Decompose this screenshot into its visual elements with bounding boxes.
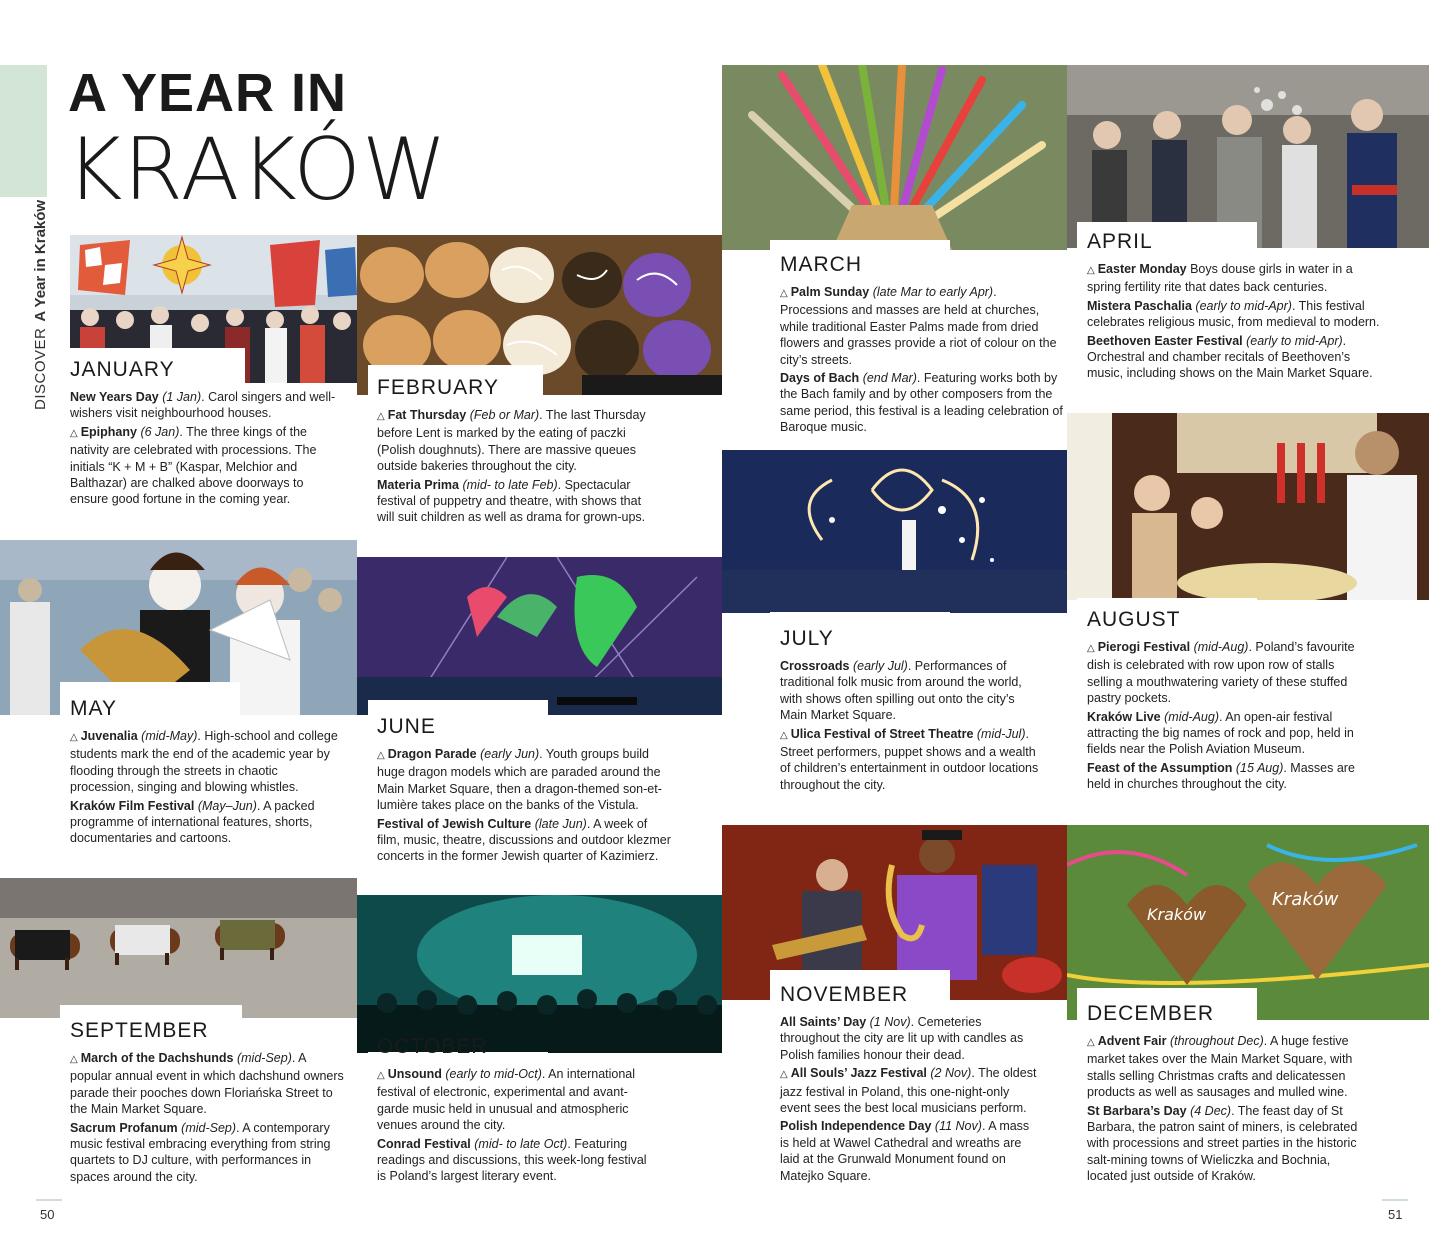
month-april-title: APRIL <box>1087 230 1153 253</box>
event: Kraków Film Festival (May–Jun). A packed programme of international features, shorts, documentaries and cartoons. <box>70 798 315 846</box>
month-october-title: OCTOBER <box>377 1035 488 1058</box>
event: Kraków Live (mid-Aug). An open-air festival attracting the big names of rock and pop, held in fields near the Polish Aviation Museum. <box>1087 709 1354 757</box>
month-may-title: MAY <box>70 697 117 720</box>
event: Festival of Jewish Culture (late Jun). A week of film, music, theatre, discussions and outdoor klezmer concerts in the former Jewish quarter of Kazimierz. <box>377 816 671 864</box>
month-september-text <box>70 1050 345 1187</box>
month-february-text <box>377 407 652 528</box>
month-january-title: JANUARY <box>70 358 175 381</box>
month-july-title: JULY <box>780 627 834 650</box>
month-december-text <box>1087 1033 1362 1187</box>
photo-october <box>357 895 722 1053</box>
photo-july <box>722 450 1067 613</box>
event: △ Epiphany (6 Jan). The three kings of the nativity are celebrated with processions. The initials “K + M + B” (Kaspar, Melchior and Balthazar) are chalked above doorways to ensure good fortune in the coming year. <box>70 424 317 507</box>
month-december-title: DECEMBER <box>1087 1002 1215 1025</box>
page-number-left: 50 <box>40 1207 55 1222</box>
page-title-line1: A YEAR IN <box>68 63 348 123</box>
event: St Barbara’s Day (4 Dec). The feast day of St Barbara, the patron saint of miners, is celebrated with processions and street parties in the historic salt-mining towns of Wieliczka and Bochnia, located just outside of Kraków. <box>1087 1103 1358 1184</box>
page-number-rule-right <box>1382 1199 1408 1201</box>
event: △ Ulica Festival of Street Theatre (mid-Jul). Street performers, puppet shows and a wealth of children’s entertainment in outdoor locations throughout the city. <box>780 726 1039 792</box>
event: Feast of the Assumption (15 Aug). Masses are held in churches throughout the city. <box>1087 760 1355 792</box>
month-february-title: FEBRUARY <box>377 376 499 399</box>
photo-april <box>1067 65 1429 248</box>
month-november-title: NOVEMBER <box>780 983 909 1006</box>
month-march-text <box>780 284 1065 438</box>
month-june-text <box>377 746 672 867</box>
month-november-text <box>780 1014 1040 1186</box>
cookie-lettering-1: Kraków <box>1147 905 1207 924</box>
event: △ Advent Fair (throughout Dec). A huge festive market takes over the Main Market Square, with stalls selling Christmas crafts and delicatessen products as well as sausages and mulled wine. <box>1087 1034 1353 1100</box>
month-september-title: SEPTEMBER <box>70 1019 209 1042</box>
page-title-line2: KRAKÓW <box>66 120 448 220</box>
event: Beethoven Easter Festival (early to mid-Apr). Orchestral and chamber recitals of Beethoven’s music, including shows on the Main Market Square. <box>1087 333 1373 381</box>
month-june-title: JUNE <box>377 715 436 738</box>
month-august-text <box>1087 639 1372 795</box>
event: △ Unsound (early to mid-Oct). An international festival of electronic, experimental and avant-garde music held in unusual and atmospheric venues around the city. <box>377 1067 636 1133</box>
month-april-text <box>1087 261 1382 384</box>
section-label: DISCOVER <box>32 327 49 410</box>
event: Sacrum Profanum (mid-Sep). A contemporary music festival embracing everything from string quartets to DJ culture, with performances in spaces around the city. <box>70 1120 331 1184</box>
page-number-rule-left <box>36 1199 62 1201</box>
event: △ Easter Monday Boys douse girls in water in a spring fertility rite that dates back centuries. <box>1087 262 1353 295</box>
event: △ All Souls’ Jazz Festival (2 Nov). The oldest jazz festival in Poland, this one-night-only event sees the best local musicians perform. <box>780 1066 1037 1116</box>
event: Materia Prima (mid- to late Feb). Spectacular festival of puppetry and theatre, with shows that will suit children as well as drama for grown-ups. <box>377 477 646 525</box>
event: △ Juvenalia (mid-May). High-school and college students mark the end of the academic year by flooding through the streets in chaotic procession, singing and blowing whistles. <box>70 729 338 795</box>
month-october-text <box>377 1066 647 1187</box>
event: All Saints’ Day (1 Nov). Cemeteries throughout the city are lit up with candles as Polish families honour their dead. <box>780 1015 1024 1062</box>
event: Crossroads (early Jul). Performances of traditional folk music from around the world, with shows often spilling out onto the city’s Main Market Square. <box>780 659 1022 723</box>
event: Polish Independence Day (11 Nov). A mass is held at Wawel Cathedral and wreaths are laid at the Grunwald Monument found on Matejko Square. <box>780 1119 1030 1183</box>
cookie-lettering-2: Kraków <box>1272 889 1339 910</box>
section-title: A Year in Kraków <box>32 199 49 322</box>
month-july-text <box>780 658 1045 795</box>
photo-august <box>1067 413 1429 600</box>
photo-march <box>722 65 1067 250</box>
section-color-bar <box>0 65 47 197</box>
event: △ Palm Sunday (late Mar to early Apr). Processions and masses are held at churches, while traditional Easter Palms made from dried flowers and grasses provide a riot of colour on the city’s streets. <box>780 285 1057 367</box>
event: Days of Bach (end Mar). Featuring works both by the Bach family and by other composers from the same period, this festival is a leading celebration of Baroque music. <box>780 371 1063 435</box>
month-march-title: MARCH <box>780 253 862 276</box>
month-january-text <box>70 389 345 510</box>
photo-september <box>0 878 357 1018</box>
event: Mistera Paschalia (early to mid-Apr). This festival celebrates religious music, from medieval to modern. <box>1087 298 1380 330</box>
page-number-right: 51 <box>1388 1207 1403 1222</box>
event: △ Fat Thursday (Feb or Mar). The last Thursday before Lent is marked by the eating of paczki (Polish doughnuts). There are massive queues outside bakeries throughout the city. <box>377 408 646 474</box>
section-tab <box>32 200 49 410</box>
event: △ March of the Dachshunds (mid-Sep). A popular annual event in which dachshund owners parade their pooches down Floriańska Street to the Main Market Square. <box>70 1051 344 1117</box>
event: New Years Day (1 Jan). Carol singers and well-wishers visit neighbourhood houses. <box>70 390 336 421</box>
event: △ Pierogi Festival (mid-Aug). Poland’s favourite dish is celebrated with row upon row of stalls selling a mouthwatering variety of these stuffed pastry pockets. <box>1087 640 1355 706</box>
month-may-text <box>70 728 345 849</box>
event: Conrad Festival (mid- to late Oct). Featuring readings and discussions, this week-long festival is Poland’s largest literary event. <box>377 1136 647 1184</box>
photo-june <box>357 557 722 715</box>
month-august-title: AUGUST <box>1087 608 1181 631</box>
event: △ Dragon Parade (early Jun). Youth groups build huge dragon models which are paraded around the Main Market Square, then a dragon-themed son-et-lumière takes place on the banks of the Vistula. <box>377 747 662 813</box>
